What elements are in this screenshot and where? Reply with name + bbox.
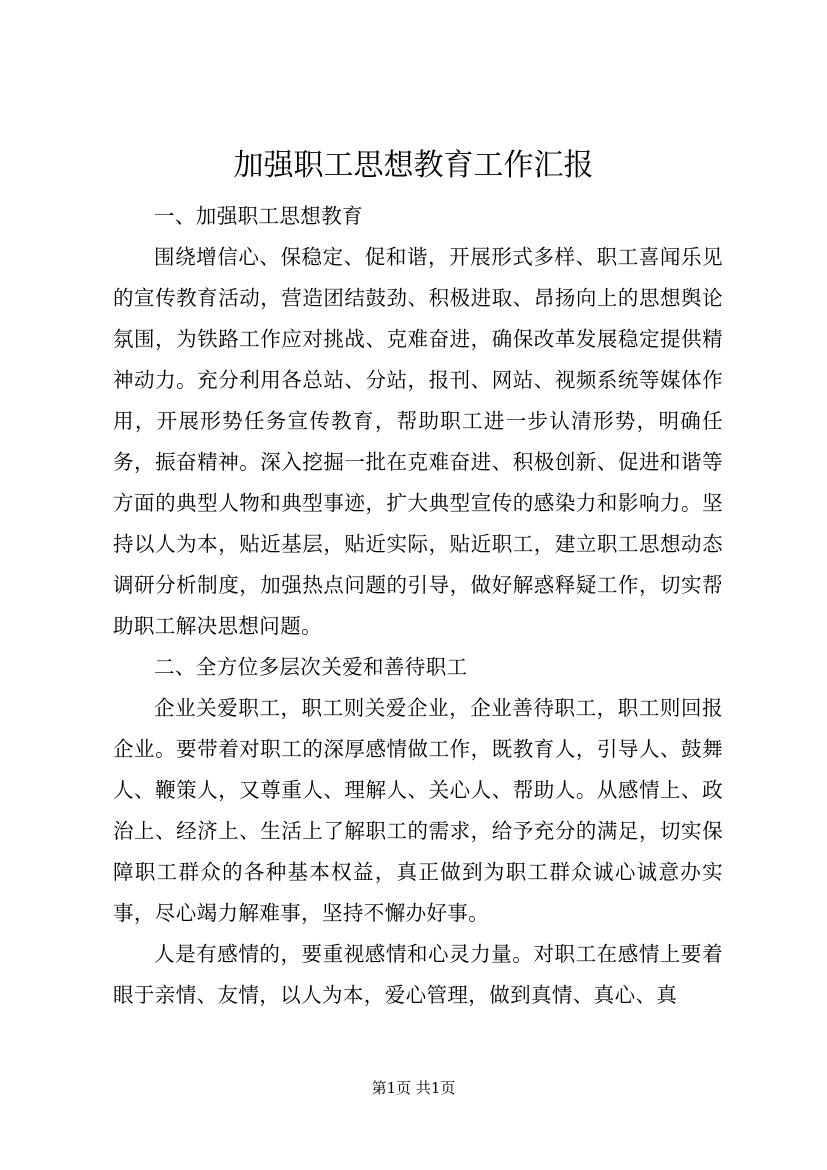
document-body	[113, 196, 723, 1016]
paragraph-1: 围绕增信心、保稳定、促和谐，开展形式多样、职工喜闻乐见的宣传教育活动，营造团结鼓劲、积极进取、昂扬向上的思想舆论氛围，为铁路工作应对挑战、克难奋进，确保改革发展稳定提供精神动力。充分利用各总站、分站，报刊、网站、视频系统等媒体作用，开展形势任务宣传教育，帮助职工进一步认清形势，明确任务，振奋精神。深入挖掘一批在克难奋进、积极创新、促进和谐等方面的典型人物和典型事迹，扩大典型宣传的感染力和影响力。坚持以人为本，贴近基层，贴近实际，贴近职工，建立职工思想动态调研分析制度，加强热点问题的引导，做好解惑释疑工作，切实帮助职工解决思想问题。	[113, 245, 723, 638]
paragraph-2: 企业关爱职工，职工则关爱企业，企业善待职工，职工则回报企业。要带着对职工的深厚感情做工作，既教育人，引导人、鼓舞人、鞭策人，又尊重人、理解人、关心人、帮助人。从感情上、政治上、经济上、生活上了解职工的需求，给予充分的满足，切实保障职工群众的各种基本权益，真正做到为职工群众诚心诚意办实事，尽心竭力解难事，坚持不懈办好事。	[113, 696, 723, 925]
document-title: 加强职工思想教育工作汇报	[233, 148, 594, 183]
paragraph-3: 人是有感情的，要重视感情和心灵力量。对职工在感情上要着眼于亲情、友情，以人为本，爱心管理，做到真情、真心、真	[113, 942, 723, 1007]
section-heading-1: 一、加强职工思想教育	[154, 204, 363, 228]
section-heading-2: 二、全方位多层次关爱和善待职工	[154, 655, 468, 679]
page-footer: 第1页 共1页	[371, 1079, 456, 1097]
